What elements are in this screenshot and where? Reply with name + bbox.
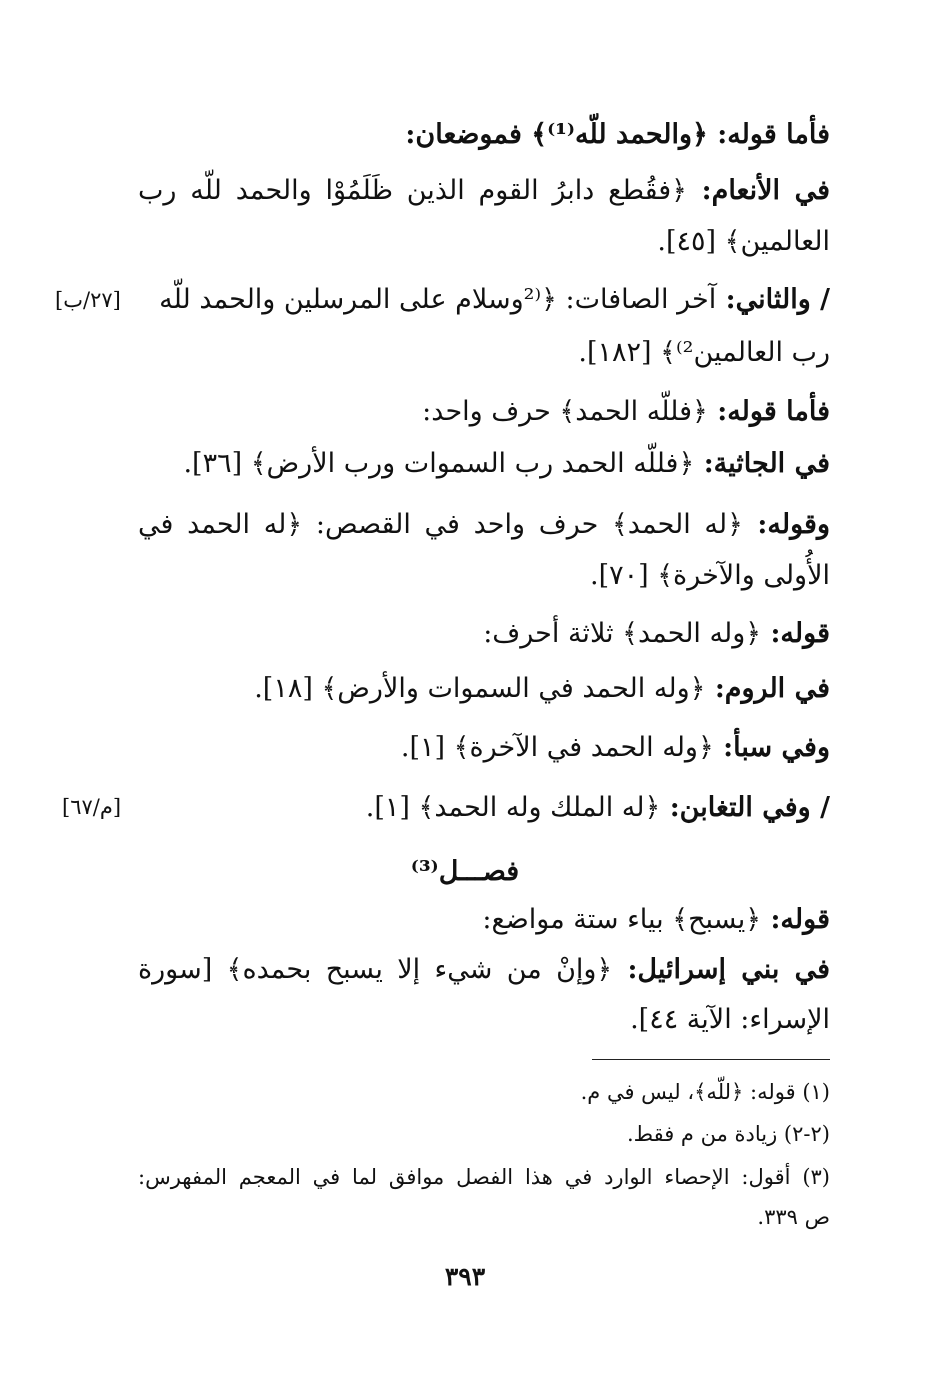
line-lead: فأما قوله: [707, 119, 830, 150]
text-line-12 [138, 728, 830, 768]
text-line-14 [138, 900, 830, 940]
line-text: ﴿وله الحمد في السموات والأرض﴾ [١٨]. [254, 673, 706, 704]
line-text: الأُولى والآخرة﴾ [٧٠]. [589, 560, 830, 591]
text-line-4 [140, 280, 830, 320]
line-text: ﴿وله الحمد في الآخرة﴾ [١]. [400, 732, 714, 763]
line-text: ﴿له الملك وله الحمد﴾ [١]. [365, 792, 661, 823]
text-line-3 [138, 222, 830, 262]
text-line-6 [138, 392, 830, 432]
line-lead: / والثاني: [716, 284, 830, 315]
page-number: ٣٩٣ [444, 1262, 486, 1291]
line-lead: في الروم: [705, 673, 830, 704]
line-text: ﴿له الحمد﴾ حرف واحد في القصص: ﴿له الحمد في [138, 509, 743, 540]
line-lead: وفي سبأ: [713, 732, 830, 763]
line-text: ﴿يسبح﴾ بياء ستة مواضع: [482, 904, 762, 935]
text-line-15 [138, 950, 830, 990]
text-line-16 [138, 1000, 830, 1040]
footnote-3: (٣) أقول: الإحصاء الوارد في هذا الفصل موافق لما في المعجم المفهرس: [138, 1165, 830, 1189]
text-line-13 [138, 788, 830, 828]
text-line-9 [138, 556, 830, 596]
line-lead: قوله: [761, 904, 830, 935]
line-text: ﴿وإنْ من شيء إلا يسبح بحمده﴾ [سورة [138, 954, 613, 985]
footnote-3-continued: ص ٣٣٩. [757, 1205, 830, 1229]
line-text: رب العالمين²⁾﴾ [١٨٢]. [578, 337, 830, 368]
line-lead: وقوله: [742, 509, 830, 540]
text-line-8 [138, 505, 830, 545]
line-lead: / وفي التغابن: [660, 792, 830, 823]
line-text: آخر الصافات: ﴿⁽²وسلام على المرسلين والحمد للّه [159, 284, 717, 315]
line-text: ﴿وله الحمد﴾ ثلاثة أحرف: [483, 618, 762, 649]
line-text: ﴿والحمد للّه⁽¹⁾﴾ فموضعان: [405, 119, 708, 150]
footnote-1: (١) قوله: ﴿للّه﴾، ليس في م. [580, 1080, 830, 1104]
line-lead: قوله: [761, 618, 830, 649]
text-line-7 [138, 444, 830, 484]
text-line-11 [138, 669, 830, 709]
line-lead: في الجاثية: [694, 448, 830, 479]
line-lead: في الأنعام: [687, 175, 831, 206]
section-heading: فصـــل⁽³⁾ [410, 856, 520, 887]
line-text: العالمين﴾ [٤٥]. [657, 226, 830, 257]
line-text: ﴿فللّه الحمد﴾ حرف واحد: [422, 396, 708, 427]
text-line-10 [138, 614, 830, 654]
line-text: الإسراء: الآية ٤٤]. [630, 1004, 830, 1035]
line-lead: فأما قوله: [707, 396, 830, 427]
text-line-5 [138, 333, 830, 373]
line-text: ﴿فقُطع دابرُ القوم الذين ظَلَمُوْا والحمد للّه رب [138, 175, 688, 206]
text-line-1 [138, 115, 830, 155]
margin-note-folio: [٢٧/ب] [55, 288, 121, 312]
footnote-separator [592, 1059, 830, 1060]
line-lead: في بني إسرائيل: [612, 954, 830, 985]
footnote-2: (٢-٢) زيادة من م فقط. [626, 1122, 830, 1146]
line-text: ﴿فللّه الحمد رب السموات ورب الأرض﴾ [٣٦]. [183, 448, 695, 479]
margin-note-manuscript: [م/٦٧] [62, 795, 122, 819]
text-line-2 [138, 171, 830, 211]
